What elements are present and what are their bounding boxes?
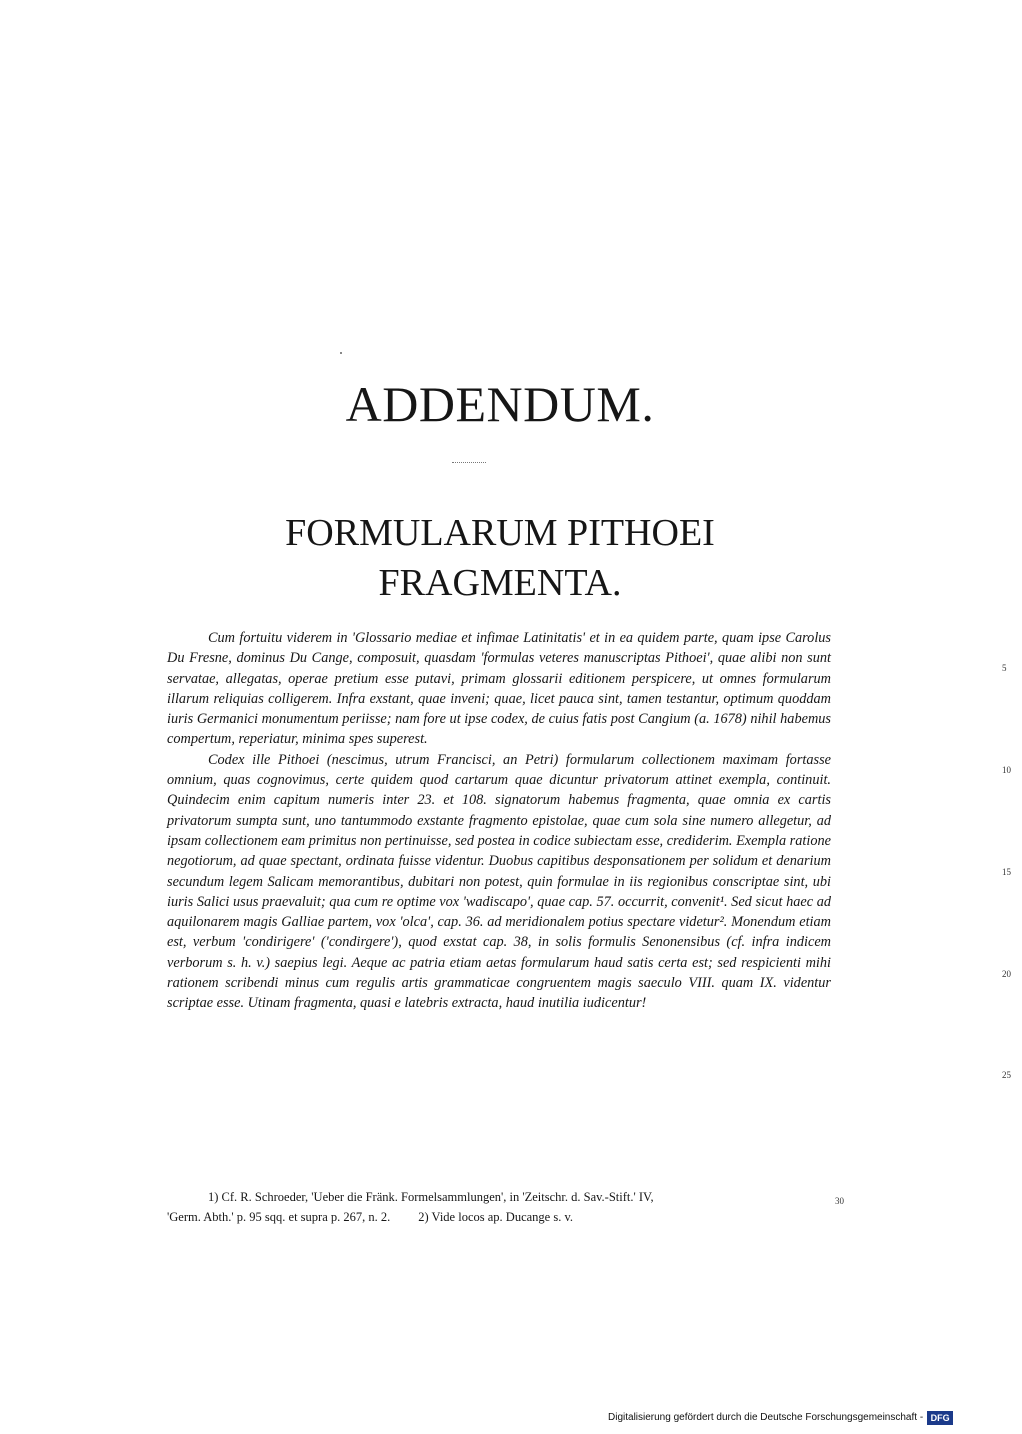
footnote-1-line-2: 'Germ. Abth.' p. 95 sqq. et supra p. 267, n. 2. [167, 1210, 391, 1224]
digitization-credit [608, 1411, 953, 1425]
body-text [167, 628, 1011, 1080]
line-number: 10 [1002, 765, 1011, 775]
title-divider [452, 462, 486, 463]
dfg-logo-icon: DFG [927, 1411, 953, 1425]
line-number: 25 [1002, 1070, 1011, 1080]
scan-speck [340, 352, 342, 354]
section-title [0, 508, 1000, 608]
footnote-1-line-1: 1) Cf. R. Schroeder, 'Ueber die Fränk. Formelsammlungen', in 'Zeitschr. d. Sav.-Stift.' IV, [208, 1190, 654, 1204]
main-title: ADDENDUM. [345, 376, 655, 432]
footnote-line-2 [167, 1207, 831, 1227]
line-number: 5 [1002, 663, 1007, 673]
paragraph-2: Codex ille Pithoei (nescimus, utrum Francisci, an Petri) formularum collectionem maximam fortasse omnium, quas cognovimus, certe quidem quod cartarum quae dicuntur privatorum attinet exempla, continuit. Quindecim enim capitum numeris inter 23. et 108. signatorum habemus fragmenta, quae omnia ex cartis privatorum sumpta sunt, uno tantummodo exstante fragmento epistolae, quae cum sola sine numero allegetur, ad ipsam collectionem eam primitus non pertinuisse, sed postea in codice subiectam esse, crediderim. Exempla ratione negotiorum, ad quae spectant, ordinata fuisse videntur. Duobus capitibus desponsationem per solidum et denarium secundum legem Salicam memorantibus, dubitari non potest, quin formulae in iis regionibus conscriptae sint, ubi iuris Salici usus praevaluit; qua cum re optime vox 'wadiscapo', quae cap. 57. occurrit, convenit¹. Sed sicut haec ad aquilonarem magis Galliae partem, vox 'olca', cap. 36. ad meridionalem potius spectare videtur². Monendum etiam est, verbum 'condirigere' ('condirgere'), quod exstat cap. 38, in solis formulis Senonensibus (cf. infra indicem verborum s. h. v.) saepius legi. Aeque ac patria etiam aetas formularum haud satis certa est; sed respicienti mihi rationem scribendi minus cum regulis artis grammaticae congruentem magis saeculo VIII. quam IX. videntur scriptae esse. Utinam fragmenta, quasi e latebris extracta, haud inutilia iudicentur! [167, 751, 831, 1012]
paragraph-1: Cum fortuitu viderem in 'Glossario mediae et infimae Latinitatis' et in ea quidem parte, quam ipse Carolus Du Fresne, dominus Du Cange, composuit, quasdam 'formulas veteres manuscriptas Pithoei', quae alibi non sunt servatae, allegatas, operae pretium esse putavi, primam glossarii editionem perspicere, ut omnes formularum illarum reliquias colligerem. Infra exstant, quae inveni; quae, licet pauca sint, tamen testantur, optimum quoddam iuris Germanici monumentum periisse; nam fore ut ipse codex, de cuius fatis post Cangium (a. 1678) nihil habemus compertum, reperiatur, minima spes superest. [167, 630, 831, 748]
credit-text: Digitalisierung gefördert durch die Deutsche Forschungsgemeinschaft - [608, 1412, 924, 1423]
line-number: 30 [835, 1196, 844, 1206]
line-number: 15 [1002, 867, 1011, 877]
section-title-line2: FRAGMENTA. [378, 562, 622, 604]
line-number: 20 [1002, 969, 1011, 979]
section-title-line1: FORMULARUM PITHOEI [285, 512, 715, 554]
footnotes [167, 1187, 844, 1227]
footnote-2: 2) Vide locos ap. Ducange s. v. [418, 1210, 574, 1224]
